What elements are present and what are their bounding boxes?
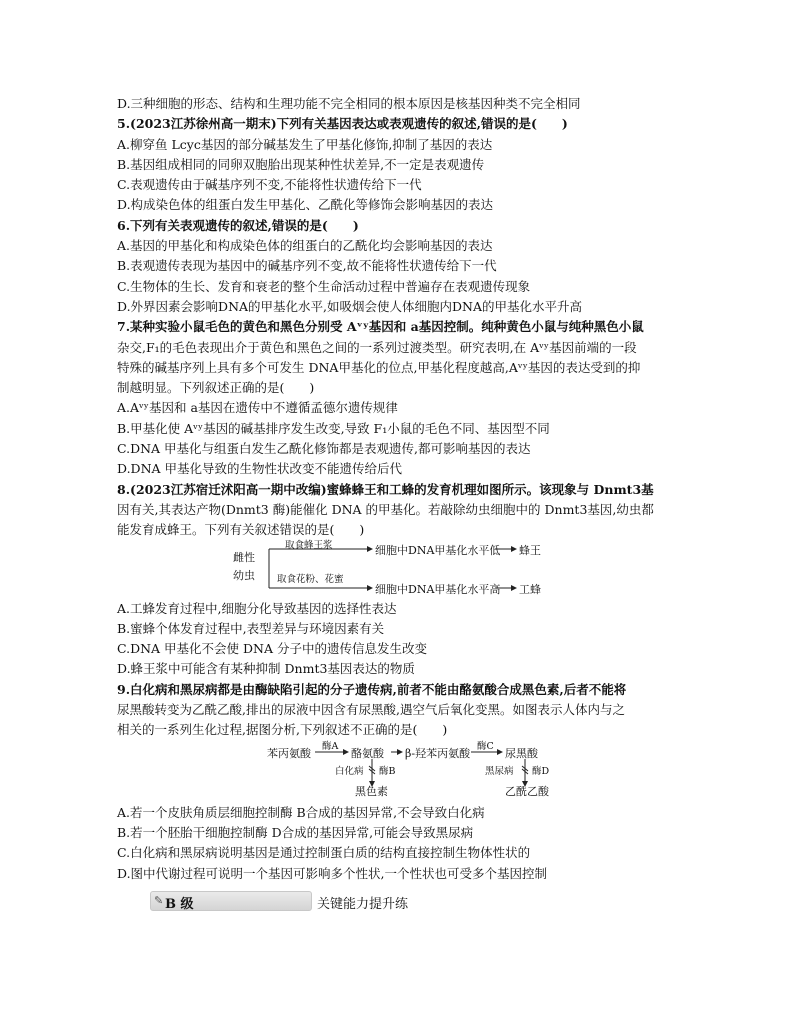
level-grade: B 级 — [165, 897, 194, 912]
q9-option-a: A.若一个皮肤角质层细胞控制酶 B合成的基因异常,不会导致白化病 — [117, 804, 485, 820]
pollen-nectar-label: 取食花粉、花蜜 — [277, 573, 344, 585]
q6-option-d: D.外界因素会影响DNA的甲基化水平,如吸烟会使人体细胞内DNA的甲基化水平升高 — [117, 298, 582, 314]
question-8-stem-line-2: 因有关,其表达产物(Dnmt3 酶)能催化 DNA 的甲基化。若敲除幼虫细胞中的 Dnmt3基因,幼虫都 — [117, 501, 654, 517]
pathway-arrows — [117, 743, 677, 799]
question-9-stem-line-3: 相关的一系列生化过程,据图分析,下列叙述不正确的是( ) — [117, 722, 448, 738]
tyrosine-label: 酪氨酸 — [351, 746, 384, 760]
question-7-stem-line-1: 7.某种实验小鼠毛色的黄色和黑色分别受 Aᵛʸ基因和 a基因控制。纯种黄色小鼠与纯种黑色小鼠 — [117, 319, 644, 335]
low-methylation-text: 细胞中DNA甲基化水平低 — [375, 543, 501, 557]
question-9-stem-line-1: 9.白化病和黑尿病都是由酶缺陷引起的分子遗传病,前者不能由酪氨酸合成黑色素,后者不能将 — [117, 681, 627, 697]
section-level-banner — [150, 891, 430, 913]
albinism-label: 白化病 — [335, 765, 364, 777]
alkaptonuria-label: 黑尿病 — [485, 765, 514, 777]
question-7-stem-line-2: 杂交,F₁的毛色表现出介于黄色和黑色之间的一系列过渡类型。研究表明,在 Aᵛʸ基因前端的一段 — [117, 339, 637, 355]
hydroxyphenylalanine-label: β-羟苯丙氨酸 — [405, 746, 471, 760]
worker-bee-text: 工蜂 — [519, 582, 541, 596]
q5-option-b: B.基因组成相同的同卵双胞胎出现某种性状差异,不一定是表观遗传 — [117, 156, 485, 172]
q7-option-a: A.Aᵛʸ基因和 a基因在遗传中不遵循孟德尔遗传规律 — [117, 400, 398, 416]
question-7-stem-line-3: 特殊的碱基序列上具有多个可发生 DNA甲基化的位点,甲基化程度越高,Aᵛʸ基因的表达受到的抑 — [117, 359, 641, 375]
q8-option-a: A.工蜂发育过程中,细胞分化导致基因的选择性表达 — [117, 600, 397, 616]
question-6-stem: 6.下列有关表观遗传的叙述,错误的是( ) — [117, 217, 359, 233]
q8-option-b: B.蜜蜂个体发育过程中,表型差异与环境因素有关 — [117, 620, 385, 636]
q6-option-c: C.生物体的生长、发育和衰老的整个生命活动过程中普遍存在表观遗传现象 — [117, 278, 531, 294]
larva-label: 幼虫 — [233, 568, 255, 582]
question-8-stem-line-1: 8.(2023江苏宿迁沭阳高一期中改编)蜜蜂蜂王和工蜂的发育机理如图所示。该现象与 Dnmt3基 — [117, 481, 654, 497]
female-label: 雌性 — [233, 550, 255, 564]
q5-option-c: C.表观遗传由于碱基序列不变,不能将性状遗传给下一代 — [117, 177, 422, 193]
q5-option-a: A.柳穿鱼 Lcyc基因的部分碱基发生了甲基化修饰,抑制了基因的表达 — [117, 136, 493, 152]
melanin-label: 黑色素 — [355, 784, 388, 798]
q5-option-d: D.构成染色体的组蛋白发生甲基化、乙酰化等修饰会影响基因的表达 — [117, 197, 494, 213]
enzyme-d-label: 酶D — [532, 765, 550, 777]
q6-option-b: B.表观遗传表现为基因中的碱基序列不变,故不能将性状遗传给下一代 — [117, 258, 497, 274]
phenylalanine-label: 苯丙氨酸 — [267, 746, 311, 760]
page-content — [117, 94, 677, 884]
question-8-stem-line-3: 能发育成蜂王。下列有关叙述错误的是( ) — [117, 522, 365, 538]
royal-jelly-label: 取食蜂王浆 — [285, 539, 333, 551]
q9-option-c: C.白化病和黑尿病说明基因是通过控制蛋白质的结构直接控制生物体性状的 — [117, 845, 531, 861]
level-title: 关键能力提升练 — [317, 897, 409, 912]
q4-option-d: D.三种细胞的形态、结构和生理功能不完全相同的根本原因是核基因种类不完全相同 — [117, 96, 581, 111]
queen-bee-text: 蜂王 — [519, 543, 541, 557]
acetoacetate-label: 乙酰乙酸 — [505, 784, 549, 798]
q9-option-d: D.图中代谢过程可说明一个基因可影响多个性状,一个性状也可受多个基因控制 — [117, 865, 548, 881]
high-methylation-text: 细胞中DNA甲基化水平高 — [375, 582, 501, 596]
metabolism-pathway-diagram — [117, 740, 677, 799]
q7-option-d: D.DNA 甲基化导致的生物性状改变不能遗传给后代 — [117, 461, 403, 477]
enzyme-b-label: 酶B — [379, 765, 396, 777]
q8-option-c: C.DNA 甲基化不会使 DNA 分子中的遗传信息发生改变 — [117, 641, 427, 657]
q7-option-b: B.甲基化使 Aᵛʸ基因的碱基排序发生改变,导致 F₁小鼠的毛色不同、基因型不同 — [117, 420, 550, 436]
q9-option-b: B.若一个胚胎干细胞控制酶 D合成的基因异常,可能会导致黑尿病 — [117, 824, 474, 840]
q8-option-d: D.蜂王浆中可能含有某种抑制 Dnmt3基因表达的物质 — [117, 661, 415, 677]
pencil-icon: ✎ — [154, 894, 164, 907]
enzyme-c-label: 酶C — [477, 740, 494, 752]
question-9-stem-line-2: 尿黑酸转变为乙酰乙酸,排出的尿液中因含有尿黑酸,遇空气后氧化变黑。如图表示人体内与之 — [117, 702, 625, 718]
bee-development-diagram — [117, 539, 677, 596]
question-7-stem-line-4: 制越明显。下列叙述正确的是( ) — [117, 380, 315, 396]
q7-option-c: C.DNA 甲基化与组蛋白发生乙酰化修饰都是表观遗传,都可影响基因的表达 — [117, 441, 531, 457]
q6-option-a: A.基因的甲基化和构成染色体的组蛋白的乙酰化均会影响基因的表达 — [117, 238, 493, 254]
level-badge — [150, 891, 312, 911]
enzyme-a-label: 酶A — [322, 740, 339, 752]
homogentisic-acid-label: 尿黑酸 — [505, 746, 538, 760]
question-5-stem: 5.(2023江苏徐州高一期末)下列有关基因表达或表观遗传的叙述,错误的是( ) — [117, 116, 568, 132]
